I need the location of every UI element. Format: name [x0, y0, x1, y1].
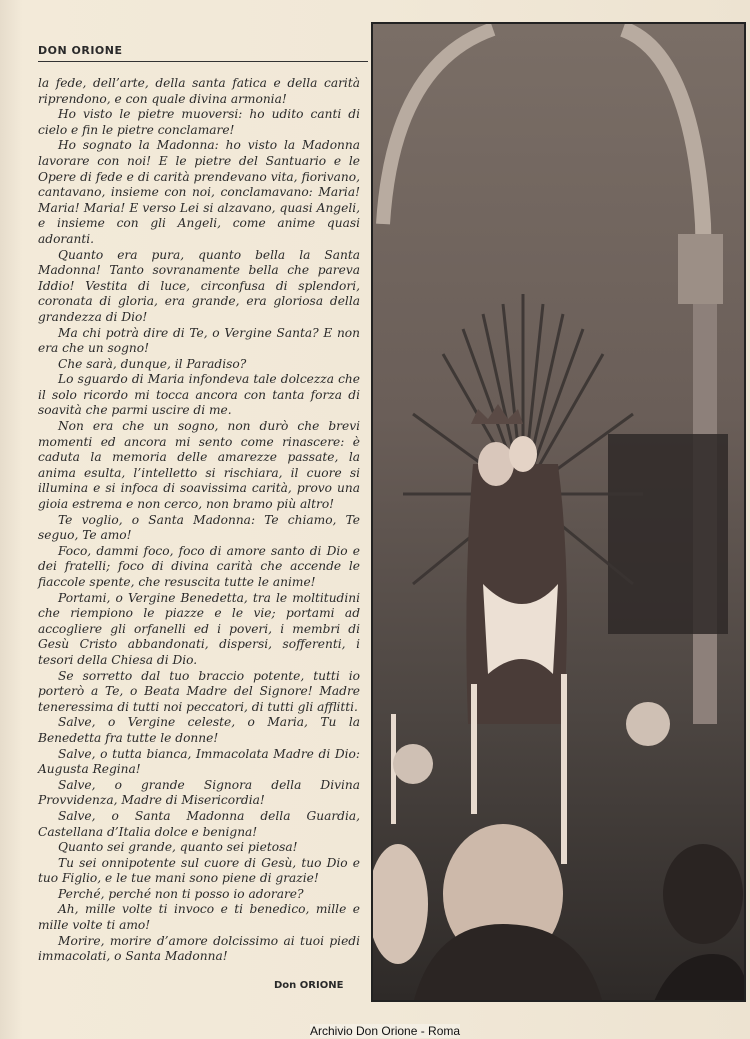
flowers: [393, 744, 433, 784]
arch-left: [383, 29, 493, 224]
article-text: [38, 76, 360, 965]
author-signature: Don ORIONE: [274, 980, 344, 991]
paragraph: Che sarà, dunque, il Paradiso?: [58, 356, 247, 371]
running-header: DON ORIONE: [38, 44, 368, 62]
paragraph: Foco, dammi foco, foco di amore santo di Dio e dei fratelli; foco di divina carità che accende le fiaccole spente, che resuscita tutte le anime!: [38, 543, 360, 589]
paragraph: Te voglio, o Santa Madonna: Te chiamo, Te seguo, Te amo!: [38, 512, 360, 543]
candle: [561, 674, 567, 864]
paragraph: Ho visto le pietre muoversi: ho udito canti di cielo e fin le pietre conclamare!: [38, 107, 360, 137]
photo-illustration: [373, 24, 746, 1002]
paragraph: Quanto era pura, quanto bella la Santa Madonna! Tanto sovranamente bella che pareva Iddio! Vestita di luce, circonfusa di splendori, coronata di gloria, era grande, era gloriosa della grandezza di Dio!: [38, 247, 360, 324]
paragraph: Se sorretto dal tuo braccio potente, tutti io porterò a Te, o Beata Madre del Signore! Madre teneressima di tutti noi peccatori, di tutti gli afflitti.: [38, 668, 360, 714]
paragraph: Salve, o Vergine celeste, o Maria, Tu la Benedetta fra tutte le donne!: [38, 715, 360, 745]
paragraph: Morire, morire d’amore dolcissimo ai tuoi piedi immacolati, o Santa Madonna!: [38, 933, 360, 964]
paragraph: la fede, dell’arte, della santa fatica e della carità riprendono, e con quale divina armonia!: [38, 76, 360, 106]
paragraph: Salve, o Santa Madonna della Guardia, Castellana d’Italia dolce e benigna!: [38, 808, 360, 839]
madonna-statue-photo: [371, 22, 746, 1002]
crowd-head: [663, 844, 743, 944]
paragraph: Perché, perché non ti posso io adorare?: [58, 886, 304, 901]
crowd-head: [373, 844, 428, 964]
candle: [471, 684, 477, 814]
paragraph: Quanto sei grande, quanto sei pietosa!: [58, 840, 298, 855]
archive-watermark: Archivio Don Orione - Roma: [310, 1024, 461, 1038]
paragraph: Salve, o grande Signora della Divina Provvidenza, Madre di Misericordia!: [38, 777, 360, 808]
paragraph: Ah, mille volte ti invoco e ti benedico, mille e mille volte ti amo!: [38, 902, 360, 933]
paragraph: Ho sognato la Madonna: ho visto la Madonna lavorare con noi! E le pietre del Santuario e le Opere di fede e di carità prendevano vita, fiorivano, cantavano, insieme con noi, conclamavano: Maria! Maria! Maria! E verso Lei si alzavano, quasi Angeli, e insieme con gli Angeli, come anime quasi adoranti.: [38, 138, 360, 246]
child-face: [509, 436, 537, 472]
crowd-shoulders: [653, 954, 746, 1002]
paragraph: Ma chi potrà dire di Te, o Vergine Santa? E non era che un sogno!: [38, 325, 360, 356]
paragraph: Non era che un sogno, non durò che brevi momenti ed ancora mi sento come rinascere: è caduta la memoria delle amarezze passate, la anima esulta, l’intelletto si rischiara, il cuore si illumina e si infoca di soavissima carità, provo una gioia estrema e non cerco, non bramo più altro!: [38, 419, 360, 512]
madonna-face: [478, 442, 514, 486]
paragraph: Tu sei onnipotente sul cuore di Gesù, tuo Dio e tuo Figlio, e le tue mani sono piene di grazie!: [38, 855, 360, 886]
flowers: [626, 702, 670, 746]
paragraph: Portami, o Vergine Benedetta, tra le moltitudini che riempiono le piazze e le vie; portami ad accogliere gli orfanelli ed i poveri, i membri di Gesù Cristo abbandonati, dispersi, sofferenti, i tesori della Chiesa di Dio.: [38, 590, 360, 667]
column-capital: [678, 234, 723, 304]
paragraph: Salve, o tutta bianca, Immacolata Madre di Dio: Augusta Regina!: [38, 746, 360, 777]
paragraph: Lo sguardo di Maria infondeva tale dolcezza che il solo ricordo mi tocca ancora con tanta forza di soavità che parmi uscire di me.: [38, 372, 360, 418]
crowd-shoulders: [413, 924, 603, 1002]
dark-canopy: [608, 434, 728, 634]
